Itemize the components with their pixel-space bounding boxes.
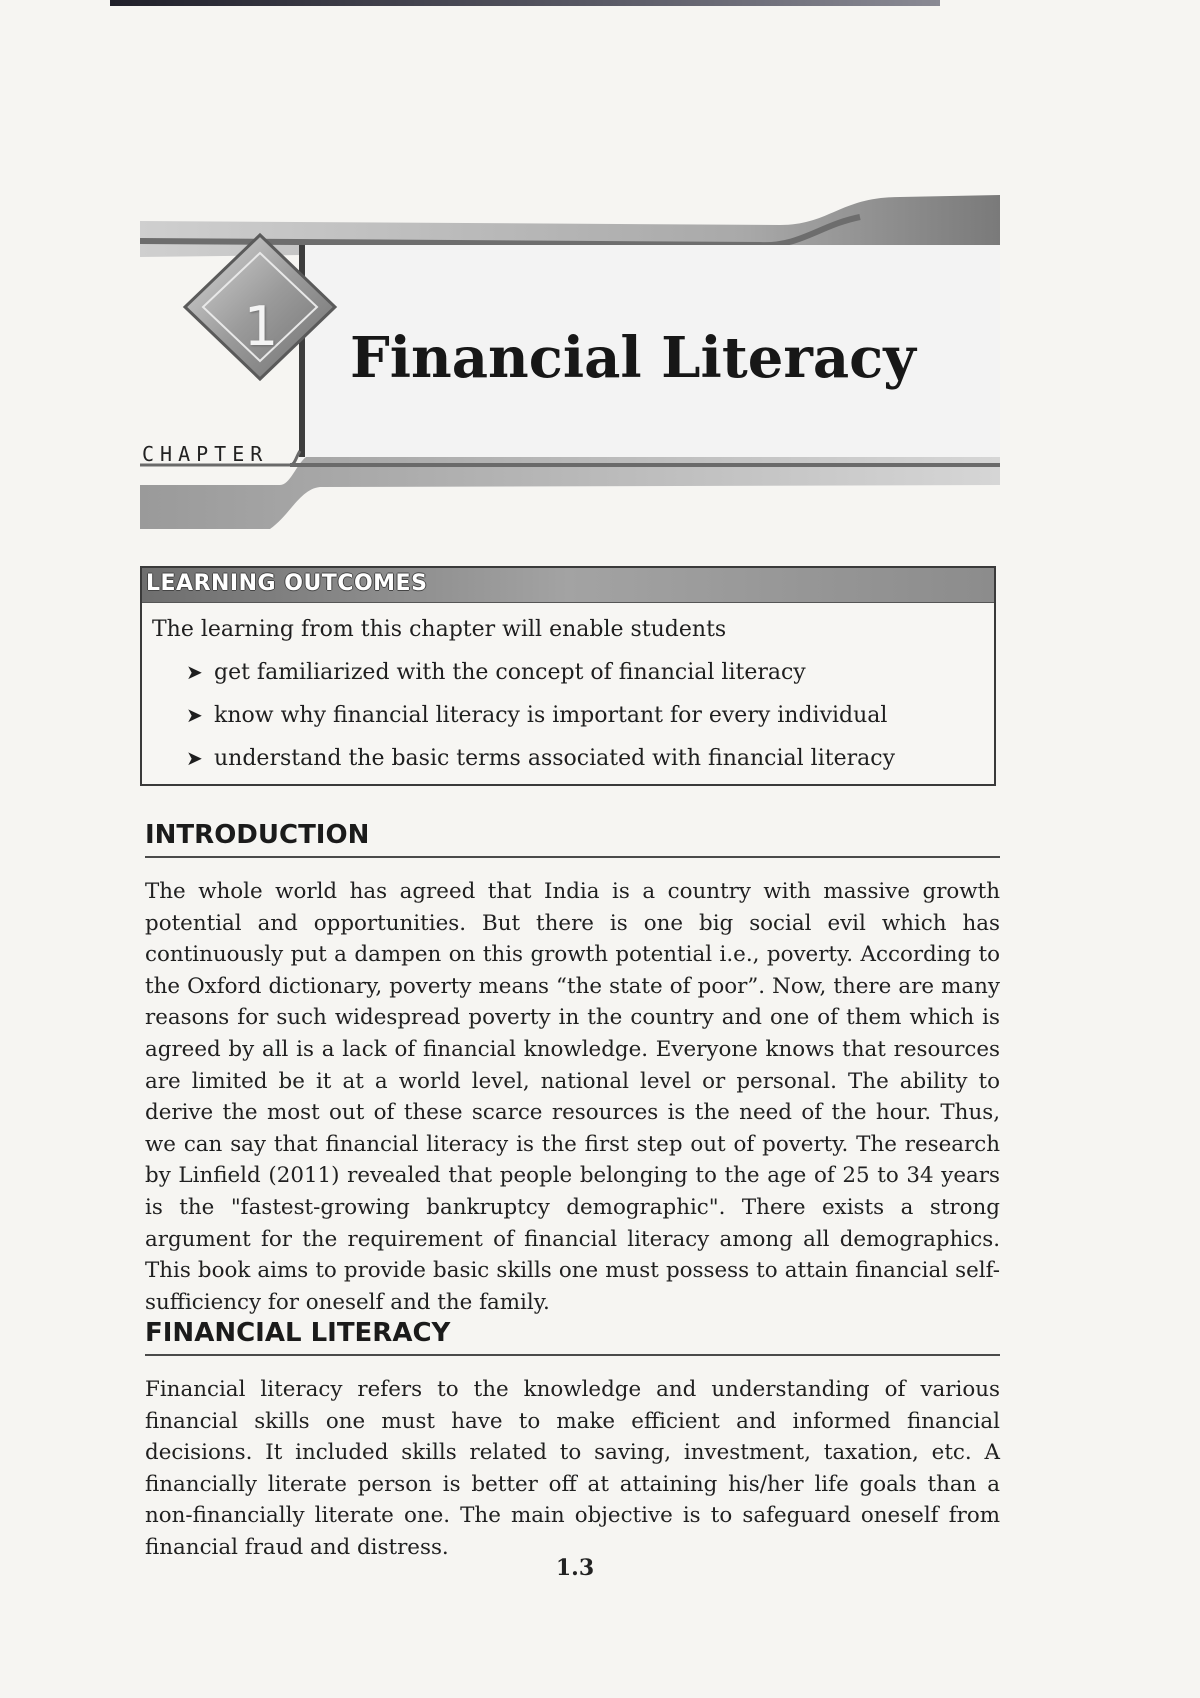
chapter-banner <box>140 195 1000 535</box>
introduction-paragraph: The whole world has agreed that India is a country with massive growth potential and opportunities. But there is one big social evil which has continuously put a dampen on this growth potential i.e., poverty. According to the Oxford dictionary, poverty means “the state of poor”. Now, there are many reasons for such widespread poverty in the country and one of them which is agreed by all is a lack of financial knowledge. Everyone knows that resources are limited be it at a world level, national level or personal. The ability to derive the most out of these scarce resources is the need of the hour. Thus, we can say that financial literacy is the first step out of poverty. The research by Linfield (2011) revealed that people belonging to the age of 25 to 34 years is the "fastest-growing bankruptcy demographic". There exists a strong argument for the requirement of financial literacy among all demographics. This book aims to provide basic skills one must possess to attain financial self-sufficiency for oneself and the family. <box>145 879 1000 1315</box>
page-number: 1.3 <box>555 1555 595 1581</box>
chapter-title: Financial Literacy <box>350 325 916 391</box>
financial-literacy-heading: FINANCIAL LITERACY <box>145 1318 1000 1356</box>
learning-outcomes-intro: The learning from this chapter will enable students <box>152 617 727 642</box>
chapter-label: CHAPTER <box>142 442 269 466</box>
learning-outcomes-header <box>142 568 994 603</box>
list-item: ➤ understand the basic terms associated with financial literacy <box>186 737 994 780</box>
learning-outcomes-list <box>142 651 994 780</box>
financial-literacy-paragraph: Financial literacy refers to the knowledge and understanding of various financial skills one must have to make efficient and informed financial decisions. It included skills related to saving, investment, taxation, etc. A financially literate person is better off at attaining his/her life goals than a non-financially literate one. The main objective is to safeguard oneself from financial fraud and distress. <box>145 1377 1000 1560</box>
list-item: ➤ know why financial literacy is important for every individual <box>186 694 994 737</box>
introduction-heading: INTRODUCTION <box>145 820 1000 858</box>
banner-bottom-band <box>140 457 1000 529</box>
arrowhead-bullet-icon: ➤ <box>186 660 203 684</box>
learning-outcomes-box <box>140 566 996 786</box>
chapter-number: 1 <box>243 295 279 358</box>
scan-edge-shadow <box>110 0 940 6</box>
arrowhead-bullet-icon: ➤ <box>186 703 203 727</box>
learning-outcomes-heading: LEARNING OUTCOMES <box>146 571 428 596</box>
list-item: ➤ get familiarized with the concept of financial literacy <box>186 651 994 694</box>
arrowhead-bullet-icon: ➤ <box>186 746 203 770</box>
